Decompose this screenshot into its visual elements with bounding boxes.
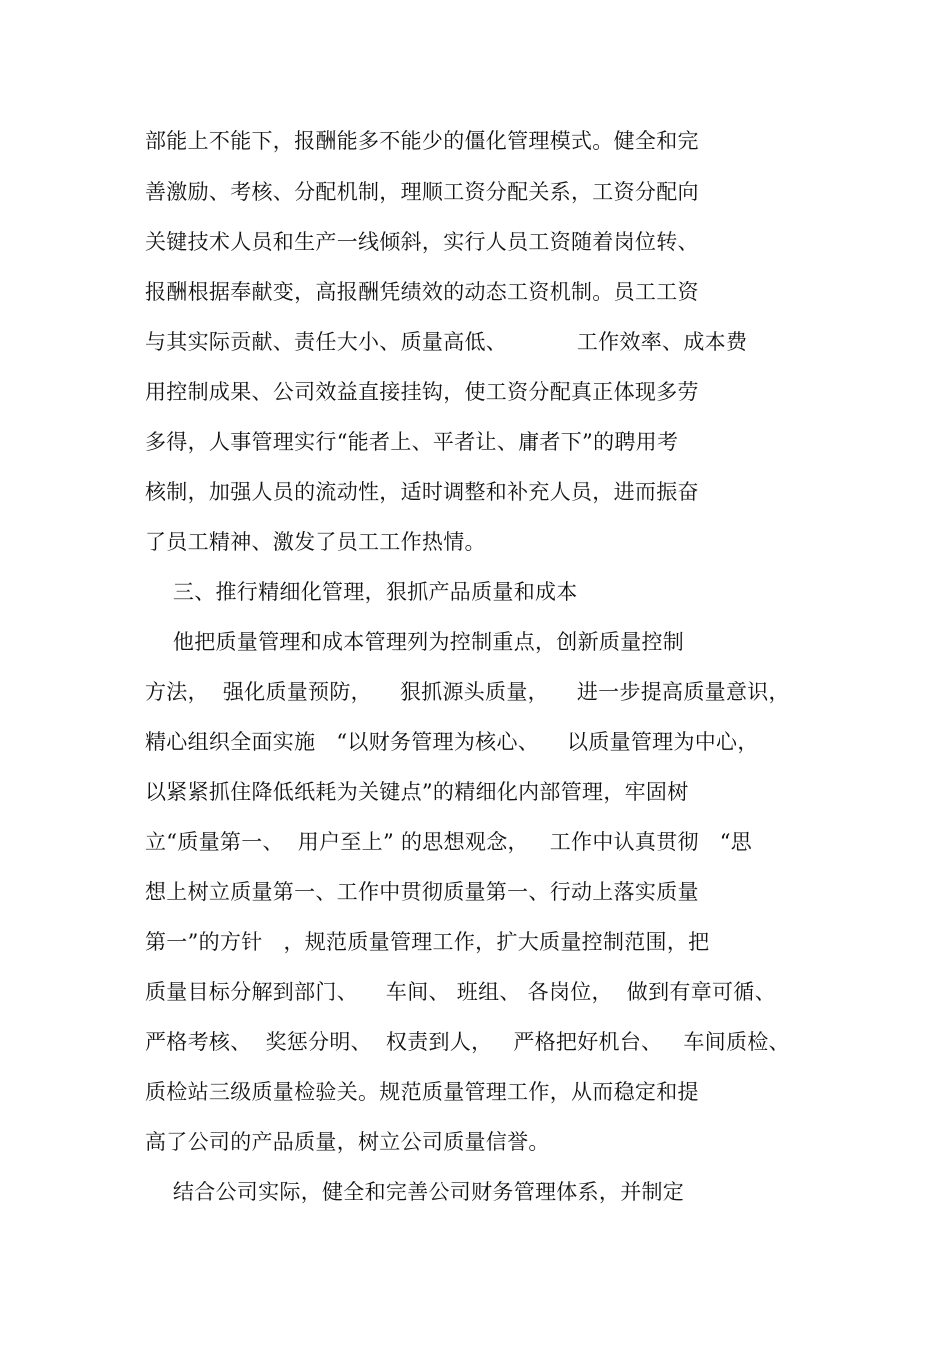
text-line: 多得，人事管理实行“能者上、平者让、庸者下”的聘用考 (145, 430, 679, 454)
text-line: 善激励、考核、分配机制，理顺工资分配关系，工资分配向 (145, 180, 699, 204)
text-line: 立“质量第一、 用户至上” 的思想观念， 工作中认真贯彻 “思 (145, 830, 753, 854)
text-line: 以紧紧抓住降低纸耗为关键点”的精细化内部管理，牢固树 (145, 780, 689, 804)
section-heading: 三、推行精细化管理，狠抓产品质量和成本 (145, 580, 578, 604)
text-line: 想上树立质量第一、工作中贯彻质量第一、行动上落实质量 (145, 880, 699, 904)
text-line: 部能上不能下，报酬能多不能少的僵化管理模式。健全和完 (145, 129, 699, 153)
text-line: 用控制成果、公司效益直接挂钩，使工资分配真正体现多劳 (145, 380, 699, 404)
text-line: 关键技术人员和生产一线倾斜，实行人员工资随着岗位转、 (145, 230, 699, 254)
text-line: 他把质量管理和成本管理列为控制重点，创新质量控制 (145, 630, 685, 654)
text-line: 质检站三级质量检验关。规范质量管理工作，从而稳定和提 (145, 1080, 699, 1104)
text-line: 结合公司实际，健全和完善公司财务管理体系，并制定 (145, 1180, 685, 1204)
text-line: 方法， 强化质量预防， 狠抓源头质量， 进一步提高质量意识， (145, 680, 790, 704)
text-line: 报酬根据奉献变，高报酬凭绩效的动态工资机制。员工工资 (145, 280, 699, 304)
text-line: 严格考核、 奖惩分明、 权责到人， 严格把好机台、 车间质检、 (145, 1030, 790, 1054)
text-line: 质量目标分解到部门、 车间、 班组、 各岗位， 做到有章可循、 (145, 980, 776, 1004)
text-line: 精心组织全面实施 “以财务管理为核心、 以质量管理为中心， (145, 730, 759, 754)
text-line: 高了公司的产品质量，树立公司质量信誉。 (145, 1130, 550, 1154)
text-line: 核制，加强人员的流动性，适时调整和补充人员，进而振奋 (145, 480, 699, 504)
text-line: 了员工精神、激发了员工工作热情。 (145, 530, 486, 554)
text-line: 与其实际贡献、责任大小、质量高低、 工作效率、成本费 (145, 330, 748, 354)
text-line: 第一”的方针 ，规范质量管理工作，扩大质量控制范围，把 (145, 930, 710, 954)
